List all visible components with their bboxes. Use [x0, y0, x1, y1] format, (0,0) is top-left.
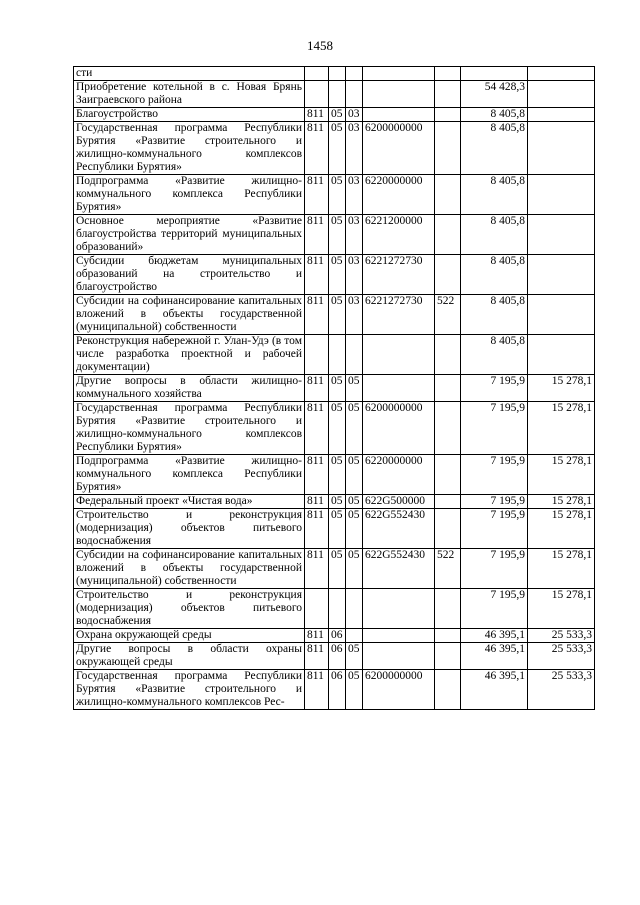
row-sum-2025-cell — [528, 67, 595, 81]
row-sum-2025-cell: 15 278,1 — [528, 509, 595, 549]
row-ved-cell — [305, 335, 329, 375]
row-sum-2024-cell: 46 395,1 — [461, 629, 528, 643]
row-ved-cell: 811 — [305, 255, 329, 295]
row-sum-2025-cell: 15 278,1 — [528, 375, 595, 402]
row-sum-2024-cell: 7 195,9 — [461, 375, 528, 402]
row-pr-cell: 05 — [346, 643, 363, 670]
row-vr-cell — [435, 215, 461, 255]
row-csr-cell: 622G552430 — [363, 549, 435, 589]
row-sum-2024-cell: 7 195,9 — [461, 495, 528, 509]
row-ved-cell: 811 — [305, 108, 329, 122]
row-rz-cell — [329, 335, 346, 375]
row-sum-2024-cell: 46 395,1 — [461, 670, 528, 710]
row-ved-cell: 811 — [305, 455, 329, 495]
table-row — [74, 589, 595, 629]
row-name-cell: сти — [74, 67, 305, 81]
row-csr-cell: 6220000000 — [363, 175, 435, 215]
row-rz-cell — [329, 81, 346, 108]
row-csr-cell: 6200000000 — [363, 122, 435, 175]
table-row — [74, 335, 595, 375]
table-row — [74, 549, 595, 589]
table-row — [74, 509, 595, 549]
row-pr-cell: 03 — [346, 215, 363, 255]
row-vr-cell — [435, 335, 461, 375]
row-ved-cell — [305, 589, 329, 629]
row-csr-cell: 6200000000 — [363, 402, 435, 455]
row-pr-cell — [346, 629, 363, 643]
table-row — [74, 629, 595, 643]
row-pr-cell — [346, 67, 363, 81]
row-ved-cell: 811 — [305, 495, 329, 509]
row-ved-cell: 811 — [305, 509, 329, 549]
table-row — [74, 670, 595, 710]
row-rz-cell: 05 — [329, 495, 346, 509]
row-ved-cell: 811 — [305, 629, 329, 643]
row-ved-cell: 811 — [305, 402, 329, 455]
row-vr-cell — [435, 108, 461, 122]
table-row — [74, 108, 595, 122]
row-csr-cell — [363, 375, 435, 402]
row-sum-2025-cell: 15 278,1 — [528, 455, 595, 495]
row-sum-2025-cell: 15 278,1 — [528, 549, 595, 589]
row-ved-cell: 811 — [305, 295, 329, 335]
row-sum-2025-cell: 15 278,1 — [528, 402, 595, 455]
row-vr-cell — [435, 175, 461, 215]
row-pr-cell — [346, 81, 363, 108]
row-rz-cell: 05 — [329, 455, 346, 495]
row-sum-2024-cell: 8 405,8 — [461, 175, 528, 215]
row-sum-2025-cell: 15 278,1 — [528, 589, 595, 629]
row-name-cell: Приобретение котельной в с. Новая Брянь Заиграевского района — [74, 81, 305, 108]
row-vr-cell — [435, 81, 461, 108]
row-pr-cell: 03 — [346, 175, 363, 215]
row-ved-cell: 811 — [305, 122, 329, 175]
row-sum-2025-cell: 25 533,3 — [528, 670, 595, 710]
row-csr-cell — [363, 335, 435, 375]
row-ved-cell — [305, 81, 329, 108]
row-sum-2025-cell: 15 278,1 — [528, 495, 595, 509]
row-pr-cell: 03 — [346, 108, 363, 122]
row-sum-2025-cell: 25 533,3 — [528, 643, 595, 670]
row-ved-cell: 811 — [305, 175, 329, 215]
table-row — [74, 375, 595, 402]
row-name-cell: Другие вопросы в области жилищно-коммунального хозяйства — [74, 375, 305, 402]
table-row — [74, 81, 595, 108]
row-name-cell: Основное мероприятие «Развитие благоустройства территорий муниципальных образований» — [74, 215, 305, 255]
row-rz-cell — [329, 67, 346, 81]
row-name-cell: Подпрограмма «Развитие жилищно-коммунального комплекса Республики Бурятия» — [74, 175, 305, 215]
row-pr-cell — [346, 589, 363, 629]
row-name-cell: Субсидии на софинансирование капитальных вложений в объекты государственной (муниципальной) собственности — [74, 295, 305, 335]
row-rz-cell: 05 — [329, 375, 346, 402]
row-ved-cell: 811 — [305, 670, 329, 710]
row-csr-cell: 6221200000 — [363, 215, 435, 255]
table-row — [74, 122, 595, 175]
row-sum-2024-cell: 7 195,9 — [461, 455, 528, 495]
row-name-cell: Строительство и реконструкция (модернизация) объектов питьевого водоснабжения — [74, 589, 305, 629]
row-pr-cell: 05 — [346, 495, 363, 509]
row-rz-cell: 05 — [329, 255, 346, 295]
row-vr-cell — [435, 402, 461, 455]
table-row — [74, 643, 595, 670]
budget-table — [73, 66, 595, 710]
row-sum-2024-cell: 8 405,8 — [461, 335, 528, 375]
table-row — [74, 295, 595, 335]
row-rz-cell: 05 — [329, 122, 346, 175]
row-sum-2025-cell — [528, 122, 595, 175]
row-pr-cell: 03 — [346, 255, 363, 295]
row-ved-cell: 811 — [305, 215, 329, 255]
row-sum-2025-cell — [528, 215, 595, 255]
row-pr-cell: 03 — [346, 122, 363, 175]
table-row — [74, 255, 595, 295]
row-rz-cell: 05 — [329, 295, 346, 335]
row-pr-cell: 05 — [346, 670, 363, 710]
row-sum-2024-cell: 8 405,8 — [461, 122, 528, 175]
row-csr-cell — [363, 629, 435, 643]
row-ved-cell: 811 — [305, 549, 329, 589]
row-vr-cell — [435, 255, 461, 295]
row-rz-cell: 05 — [329, 108, 346, 122]
row-csr-cell: 6221272730 — [363, 295, 435, 335]
table-row — [74, 215, 595, 255]
row-sum-2024-cell: 8 405,8 — [461, 295, 528, 335]
row-sum-2025-cell — [528, 335, 595, 375]
row-vr-cell — [435, 375, 461, 402]
row-name-cell: Субсидии на софинансирование капитальных вложений в объекты государственной (муниципальной) собственности — [74, 549, 305, 589]
table-row — [74, 495, 595, 509]
row-name-cell: Субсидии бюджетам муниципальных образований на строительство и благоустройство — [74, 255, 305, 295]
row-name-cell: Охрана окружающей среды — [74, 629, 305, 643]
row-sum-2025-cell — [528, 295, 595, 335]
row-sum-2024-cell: 8 405,8 — [461, 255, 528, 295]
row-vr-cell — [435, 495, 461, 509]
row-sum-2025-cell — [528, 255, 595, 295]
table-row — [74, 455, 595, 495]
row-csr-cell — [363, 643, 435, 670]
table-row — [74, 67, 595, 81]
row-name-cell: Государственная программа Республики Бурятия «Развитие строительного и жилищно-коммунального комплексов Республики Бурятия» — [74, 122, 305, 175]
row-vr-cell — [435, 670, 461, 710]
row-name-cell: Государственная программа Республики Бурятия «Развитие строительного и жилищно-коммунального комплексов Рес- — [74, 670, 305, 710]
row-vr-cell — [435, 629, 461, 643]
row-sum-2024-cell: 7 195,9 — [461, 402, 528, 455]
row-vr-cell — [435, 643, 461, 670]
row-csr-cell — [363, 67, 435, 81]
row-pr-cell: 03 — [346, 295, 363, 335]
row-sum-2025-cell — [528, 108, 595, 122]
row-name-cell: Благоустройство — [74, 108, 305, 122]
row-sum-2024-cell: 7 195,9 — [461, 549, 528, 589]
row-name-cell: Подпрограмма «Развитие жилищно-коммунального комплекса Республики Бурятия» — [74, 455, 305, 495]
row-pr-cell: 05 — [346, 402, 363, 455]
row-pr-cell: 05 — [346, 455, 363, 495]
row-vr-cell — [435, 509, 461, 549]
row-vr-cell — [435, 67, 461, 81]
row-name-cell: Строительство и реконструкция (модернизация) объектов питьевого водоснабжения — [74, 509, 305, 549]
row-ved-cell: 811 — [305, 643, 329, 670]
row-sum-2024-cell — [461, 67, 528, 81]
row-ved-cell: 811 — [305, 375, 329, 402]
row-vr-cell: 522 — [435, 295, 461, 335]
page-number: 1458 — [307, 38, 333, 53]
row-name-cell: Федеральный проект «Чистая вода» — [74, 495, 305, 509]
row-rz-cell: 05 — [329, 509, 346, 549]
row-pr-cell: 05 — [346, 375, 363, 402]
row-csr-cell: 622G500000 — [363, 495, 435, 509]
row-vr-cell — [435, 589, 461, 629]
row-rz-cell: 05 — [329, 175, 346, 215]
row-sum-2025-cell: 25 533,3 — [528, 629, 595, 643]
row-rz-cell: 06 — [329, 629, 346, 643]
row-sum-2024-cell: 54 428,3 — [461, 81, 528, 108]
row-ved-cell — [305, 67, 329, 81]
row-rz-cell: 06 — [329, 670, 346, 710]
row-sum-2024-cell: 7 195,9 — [461, 509, 528, 549]
row-csr-cell: 6221272730 — [363, 255, 435, 295]
row-sum-2024-cell: 8 405,8 — [461, 108, 528, 122]
row-vr-cell — [435, 455, 461, 495]
row-sum-2025-cell — [528, 81, 595, 108]
row-pr-cell: 05 — [346, 509, 363, 549]
row-sum-2024-cell: 46 395,1 — [461, 643, 528, 670]
row-pr-cell: 05 — [346, 549, 363, 589]
row-rz-cell — [329, 589, 346, 629]
row-sum-2025-cell — [528, 175, 595, 215]
row-rz-cell: 05 — [329, 549, 346, 589]
row-vr-cell: 522 — [435, 549, 461, 589]
row-sum-2024-cell: 8 405,8 — [461, 215, 528, 255]
row-rz-cell: 05 — [329, 402, 346, 455]
row-vr-cell — [435, 122, 461, 175]
row-rz-cell: 06 — [329, 643, 346, 670]
row-pr-cell — [346, 335, 363, 375]
row-name-cell: Государственная программа Республики Бурятия «Развитие строительного и жилищно-коммунального комплексов Республики Бурятия» — [74, 402, 305, 455]
row-rz-cell: 05 — [329, 215, 346, 255]
row-csr-cell: 6220000000 — [363, 455, 435, 495]
row-csr-cell: 6200000000 — [363, 670, 435, 710]
table-row — [74, 402, 595, 455]
row-csr-cell — [363, 589, 435, 629]
row-csr-cell: 622G552430 — [363, 509, 435, 549]
row-csr-cell — [363, 81, 435, 108]
row-csr-cell — [363, 108, 435, 122]
table-row — [74, 175, 595, 215]
row-name-cell: Реконструкция набережной г. Улан-Удэ (в том числе разработка проектной и рабочей документации) — [74, 335, 305, 375]
row-name-cell: Другие вопросы в области охраны окружающей среды — [74, 643, 305, 670]
row-sum-2024-cell: 7 195,9 — [461, 589, 528, 629]
